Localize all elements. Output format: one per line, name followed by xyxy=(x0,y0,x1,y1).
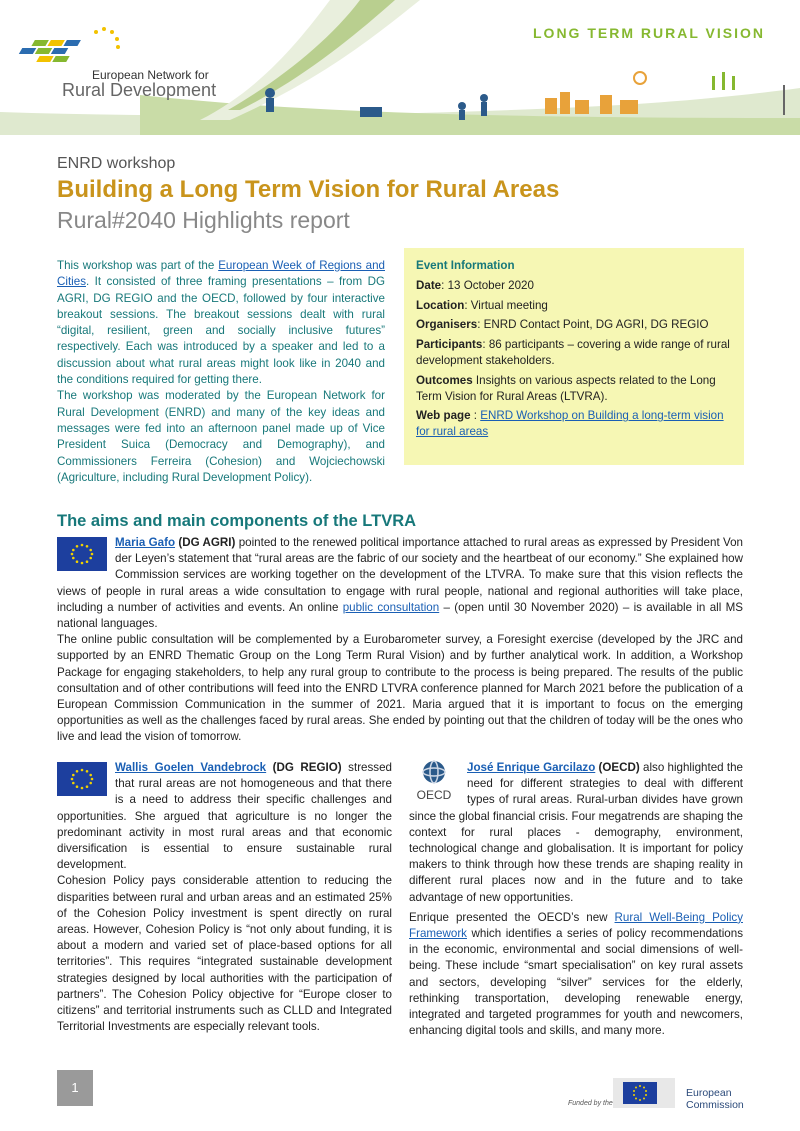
section-heading: The aims and main components of the LTVRA xyxy=(57,512,417,530)
page-header xyxy=(0,0,800,135)
location-value: : Virtual meeting xyxy=(464,298,548,312)
event-outcomes xyxy=(416,373,732,405)
garcilazo-org: (OECD) xyxy=(595,761,640,774)
public-consultation-link[interactable]: public consultation xyxy=(342,600,440,614)
outcomes-value: Insights on various aspects related to the Long Term Vision for Rural Areas (LTVRA). xyxy=(416,373,716,403)
wallis-org: (DG REGIO) xyxy=(266,761,342,774)
right-p1-text: also highlighted the need for different strategies to deal with different types of rural areas. Rural-urban divides have grown since the global financial crisis. Four megatrends are shaping the context for rural places - demography, environment, technological change and globalisation. It is important for policy makers to think through how these trends are shaping reality in different rural places now and in the future and to take advantage of new opportunities. xyxy=(409,761,743,904)
event-location xyxy=(416,298,732,314)
intro-paragraph-2: The workshop was moderated by the European Network for Rural Development (ENRD) and many of the key ideas and messages were fed into an afternoon panel made up of Vice President Suica (Democracy and Demography), and Commissioners Ferreira (Cohesion) and Wojciechowski (Agriculture, including Rural Development Policy). xyxy=(57,389,385,484)
ec-line2: Commission xyxy=(686,1099,744,1111)
intro-text xyxy=(57,258,385,486)
left-paragraph-1 xyxy=(57,760,392,873)
ec-line1: European xyxy=(686,1087,732,1099)
wallis-link[interactable]: Wallis Goelen Vandebrock xyxy=(115,761,267,774)
eu-flag-icon xyxy=(57,762,107,796)
doc-title: Building a Long Term Vision for Rural Areas xyxy=(57,176,560,203)
webpage-sep: : xyxy=(470,409,481,423)
section1-p1-text: pointed to the renewed political importance attached to rural areas as expressed by President Von der Leyen’s statement that “rural areas are the fabric of our society and the heartbeat of our economy.” She explained how Commission services are working together on the development of the LTVRA. To make sure that this vision reflects the views of people in rural areas a wide consultation to engage with rural people, national and regional authorities will take place, including a number of activities and events. An online xyxy=(57,536,743,614)
right-p2-post: which identifies a series of policy recommendations in the economic, environmental and social dimensions of well-being. These include “smart specialisation” on key rural assets and sectors, developing “silver” services for the elderly, rethinking transportation, developing renewable energy, integrated and targeted programmes for youth and newcomers, enhancing digital tools and skills, and many more. xyxy=(409,927,743,1038)
funded-by-text: Funded by the xyxy=(568,1100,613,1107)
european-week-link[interactable]: European Week of Regions and Cities xyxy=(57,259,385,289)
location-label: Location xyxy=(416,298,465,312)
event-info-box xyxy=(404,248,744,465)
header-title: LONG TERM RURAL VISION xyxy=(533,25,765,41)
event-organisers xyxy=(416,317,732,333)
maria-gafo-link[interactable]: Maria Gafo xyxy=(115,536,176,549)
right-column xyxy=(409,760,743,1039)
webpage-label: Web page xyxy=(416,409,471,423)
section1-body xyxy=(57,535,743,746)
event-date xyxy=(416,278,732,294)
participants-value: : 86 participants – covering a wide range of rural development stakeholders. xyxy=(416,338,730,367)
event-webpage xyxy=(416,408,732,440)
participants-label: Participants xyxy=(416,338,483,352)
right-p2-pre: Enrique presented the OECD’s new xyxy=(409,910,615,924)
ec-logo-icon xyxy=(613,1078,675,1108)
organisers-value: : ENRD Contact Point, DG AGRI, DG REGIO xyxy=(477,318,709,332)
intro-p1-pre: This workshop was part of the xyxy=(57,259,219,272)
intro-paragraph-1 xyxy=(57,258,385,388)
section1-paragraph-2: The online public consultation will be complemented by a Eurobarometer survey, a Foresight exercise (developed by the JRC and supported by an ENRD Thematic Group on the Long Term Rural Vision) and by further analytical work. In addition, a Workshop Package for engaging stakeholders, to help any rural group to contribute to the process is being prepared. The results of the public consultation and of other contributions will feed into the ENRD LTVRA conference planned for March 2021 before the publication of a European Commission Communication in the summer of 2021. Maria argued that it is important to focus on the emerging opportunities as well as the challenges faced by rural areas. She ended by pointing out that the children of today will be the ones who live and lead the vision of tomorrow. xyxy=(57,633,743,744)
page-number: 1 xyxy=(57,1070,93,1106)
eu-flag-icon xyxy=(57,537,107,571)
intro-p1-post: . It consisted of three framing presentations – from DG AGRI, DG REGIO and the OECD, followed by four interactive breakout sessions. The breakout sessions dealt with rural “digital, resilient, green and socially inclusive futures” respectively. Each was introduced by a speaker and led to a discussion about what rural areas might look like in 2040 and the conditions required for getting there. xyxy=(57,275,385,387)
event-participants xyxy=(416,337,732,369)
logo-text-line1: European Network for xyxy=(92,68,209,82)
doc-subtitle: Rural#2040 Highlights report xyxy=(57,207,350,233)
oecd-logo-icon xyxy=(409,760,459,803)
left-paragraph-2: Cohesion Policy pays considerable attention to reducing the disparities between rural and urban areas and an estimated 25% of the Cohesion Policy investment is spent directly on rural areas. However, Cohesion Policy is “not only about funding, it is about a modern and varied set of place-based options for all territories”. This requires “integrated sustainable development strategies designed by local authorities with the participation of partners”. The Cohesion Policy objective for “Europe closer to citizens” and territorial instruments such as CLLD and Integrated Territorial Investments are especially relevant tools. xyxy=(57,874,392,1034)
section1-paragraph-1 xyxy=(57,535,743,632)
maria-gafo-org: (DG AGRI) xyxy=(175,536,236,549)
left-column xyxy=(57,760,392,1035)
event-info-heading: Event Information xyxy=(416,259,515,272)
date-value: : 13 October 2020 xyxy=(441,278,534,292)
left-p1-text: stressed that rural areas are not homogeneous and that there is a need to address their specific challenges and opportunities. She argued that agriculture is no longer the predominant activity in most rural areas and that economic diversification is essential to ensure sustainable rural development. xyxy=(57,761,392,872)
webpage-link[interactable]: ENRD Workshop on Building a long-term vision for rural areas xyxy=(416,409,724,439)
logo-text-line2: Rural Development xyxy=(62,80,217,100)
rural-wellbeing-link[interactable]: Rural Well-Being Policy Framework xyxy=(409,910,743,941)
right-paragraph-1 xyxy=(409,760,743,906)
ec-text xyxy=(686,1087,744,1111)
right-paragraph-2 xyxy=(409,910,743,1040)
date-label: Date xyxy=(416,278,442,292)
doc-kicker: ENRD workshop xyxy=(57,155,176,172)
outcomes-label: Outcomes xyxy=(416,373,473,387)
oecd-label: OECD xyxy=(416,788,452,803)
section1-p1-post: – (open until 30 November 2020) – is available in all MS national languages. xyxy=(57,600,744,631)
garcilazo-link[interactable]: José Enrique Garcilazo xyxy=(467,761,596,774)
organisers-label: Organisers xyxy=(416,318,478,332)
